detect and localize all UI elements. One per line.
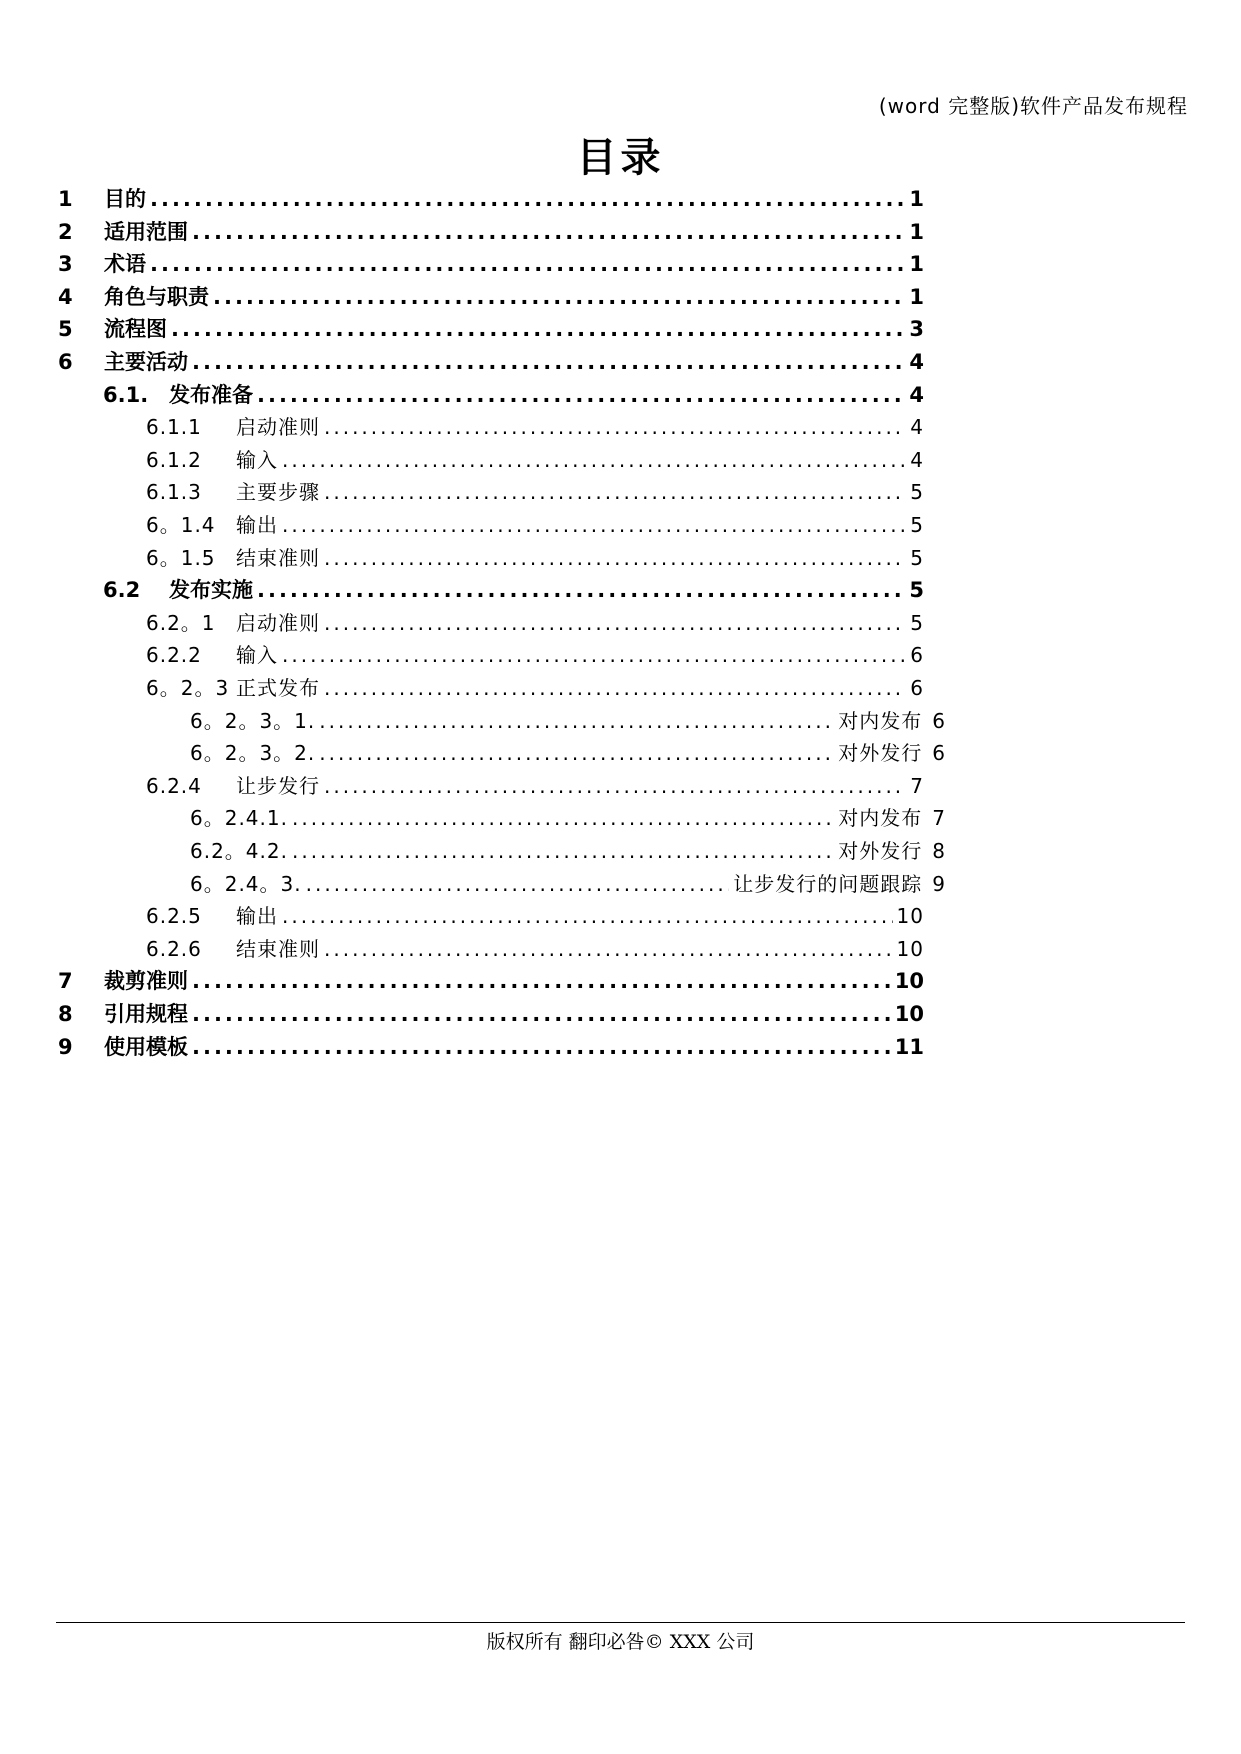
toc-entry-title: 结束准则 <box>236 936 320 961</box>
toc-leader-dots <box>171 313 905 345</box>
toc-entry-number: 1 <box>58 187 73 211</box>
toc-leader-dots <box>324 672 906 704</box>
toc-entry[interactable] <box>58 281 924 313</box>
toc-entry-page: 4 <box>909 350 924 374</box>
toc-leader-dots <box>192 346 905 378</box>
toc-entry-page: 5 <box>910 545 924 570</box>
toc-entry-title: 对外发行 <box>838 839 923 863</box>
toc-entry-number: 8 <box>58 1002 73 1026</box>
toc-entry[interactable] <box>146 476 924 508</box>
toc-entry-number: 6 <box>58 350 73 374</box>
toc-entry[interactable] <box>58 183 924 215</box>
toc-entry-number: 6.2。4.2. <box>190 839 288 863</box>
toc-entry-title: 发布实施 <box>169 578 253 603</box>
toc-entry-number: 4 <box>58 284 73 309</box>
toc-entry-page: 6 <box>932 708 946 733</box>
toc-entry-page: 6 <box>932 741 946 766</box>
toc-entry-page: 7 <box>932 806 946 831</box>
toc-entry-number: 6。2。3 <box>146 676 230 700</box>
toc-entry[interactable] <box>58 248 924 280</box>
toc-entry-number: 9 <box>58 1034 73 1059</box>
toc-entry-number: 6.2.6 <box>146 936 202 961</box>
toc-entry-title: 术语 <box>104 252 146 277</box>
toc-entry[interactable] <box>58 313 924 345</box>
toc-entry-title: 输出 <box>236 513 278 537</box>
toc-entry-page: 3 <box>909 317 924 342</box>
toc-entry-number: 6。1.5 <box>146 545 216 570</box>
toc-entry-number: 6.1. <box>103 382 149 407</box>
toc-entry-page: 4 <box>910 447 924 472</box>
toc-entry-page: 1 <box>909 284 924 309</box>
toc-entry[interactable] <box>146 770 924 802</box>
toc-entry-title: 引用规程 <box>104 1002 188 1026</box>
toc-entry-page: 9 <box>932 871 946 896</box>
toc-entry[interactable] <box>146 933 924 965</box>
toc-entry-number: 6。2。3。1. <box>190 708 316 733</box>
toc-title: 目录 <box>576 135 665 181</box>
toc-entry[interactable] <box>146 672 924 704</box>
toc-entry-page: 11 <box>894 1034 924 1059</box>
toc-entry-page: 10 <box>896 936 924 961</box>
toc-entry[interactable] <box>146 411 924 443</box>
toc-entry-title: 输出 <box>236 904 278 929</box>
toc-entry-title: 让步发行的问题跟踪 <box>733 871 923 896</box>
toc-entry-number: 6.2 <box>103 578 141 603</box>
toc-entry-page: 5 <box>910 513 924 537</box>
toc-entry-page: 4 <box>910 415 924 440</box>
toc-entry[interactable] <box>146 509 924 541</box>
toc-leader-dots <box>324 607 906 639</box>
toc-leader-dots <box>213 281 905 313</box>
toc-entry-page: 10 <box>894 1002 924 1026</box>
toc-entry-title: 适用范围 <box>104 219 188 244</box>
toc-leader-dots <box>292 802 834 834</box>
toc-entry-title: 启动准则 <box>236 415 320 440</box>
toc-leader-dots <box>324 770 906 802</box>
toc-entry-number: 6.1.1 <box>146 415 202 440</box>
toc-leader-dots <box>306 868 730 900</box>
toc-leader-dots <box>324 411 906 443</box>
toc-entry-title: 发布准备 <box>169 382 253 407</box>
toc-leader-dots <box>282 444 906 476</box>
toc-entry-title: 输入 <box>236 643 278 668</box>
toc-entry-title: 对内发布 <box>838 806 923 831</box>
toc-entry-title: 角色与职责 <box>104 284 209 309</box>
toc-leader-dots <box>257 574 905 606</box>
toc-leader-dots <box>324 933 893 965</box>
toc-entry-page: 7 <box>910 773 924 798</box>
toc-leader-dots <box>282 639 906 671</box>
toc-entry-title: 结束准则 <box>236 545 320 570</box>
toc-leader-dots <box>324 476 906 508</box>
toc-entry-title: 输入 <box>236 447 278 472</box>
toc-entry-page: 10 <box>894 969 924 994</box>
toc-entry-title: 主要活动 <box>104 350 188 374</box>
toc-entry[interactable] <box>146 542 924 574</box>
toc-leader-dots <box>282 900 893 932</box>
toc-entry-number: 5 <box>58 317 73 342</box>
toc-entry-page: 5 <box>910 610 924 635</box>
running-header: (word 完整版)软件产品发布规程 <box>878 94 1188 118</box>
toc-entry-page: 4 <box>909 382 924 407</box>
toc-entry-page: 6 <box>910 676 924 700</box>
toc-entry-title: 对内发布 <box>838 708 923 733</box>
toc-entry-page: 6 <box>910 643 924 668</box>
toc-entry[interactable] <box>190 705 946 737</box>
toc-leader-dots <box>324 542 906 574</box>
toc-entry-page: 10 <box>896 904 924 929</box>
toc-entry[interactable] <box>58 216 924 248</box>
toc-entry-number: 6.1.2 <box>146 447 202 472</box>
toc-entry[interactable] <box>190 835 946 867</box>
toc-entry-title: 流程图 <box>104 317 167 342</box>
toc-entry-title: 裁剪准则 <box>104 969 188 994</box>
toc-entry-page: 1 <box>909 252 924 277</box>
toc-entry[interactable] <box>146 639 924 671</box>
toc-entry[interactable] <box>58 965 924 997</box>
toc-entry-page: 8 <box>932 839 946 863</box>
toc-entry-page: 5 <box>910 480 924 505</box>
toc-entry-number: 6。1.4 <box>146 513 216 537</box>
toc-leader-dots <box>192 965 891 997</box>
toc-entry-page: 1 <box>909 219 924 244</box>
toc-leader-dots <box>150 248 905 280</box>
toc-entry-page: 1 <box>909 187 924 211</box>
toc-entry[interactable] <box>146 607 924 639</box>
toc-entry-title: 对外发行 <box>838 741 923 766</box>
toc-entry[interactable] <box>190 802 946 834</box>
toc-entry-title: 主要步骤 <box>236 480 320 505</box>
toc-entry[interactable] <box>190 737 946 769</box>
toc-entry-number: 7 <box>58 969 73 994</box>
toc-entry-title: 让步发行 <box>236 773 320 798</box>
toc-entry[interactable] <box>146 444 924 476</box>
toc-entry-number: 6。2.4.1. <box>190 806 288 831</box>
toc-entry-number: 6。2.4。3. <box>190 871 302 896</box>
toc-entry-page: 5 <box>909 578 924 603</box>
toc-entry-number: 6.1.3 <box>146 480 202 505</box>
toc-leader-dots <box>192 216 905 248</box>
toc-entry-number: 6.2。1 <box>146 610 216 635</box>
toc-entry[interactable] <box>103 574 924 606</box>
toc-entry[interactable] <box>58 998 924 1030</box>
toc-leader-dots <box>257 379 905 411</box>
toc-entry-number: 6.2.4 <box>146 773 202 798</box>
toc-leader-dots <box>282 509 906 541</box>
footer-divider <box>56 1622 1185 1623</box>
toc-entry-title: 正式发布 <box>236 676 320 700</box>
toc-entry[interactable] <box>58 346 924 378</box>
toc-entry-title: 使用模板 <box>104 1034 188 1059</box>
toc-entry[interactable] <box>58 1031 924 1063</box>
toc-entry-number: 6。2。3。2. <box>190 741 316 766</box>
toc-leader-dots <box>192 1031 891 1063</box>
toc-entry-number: 3 <box>58 252 73 277</box>
footer-copyright: 版权所有 翻印必咎© XXX 公司 <box>486 1631 755 1653</box>
toc-entry[interactable] <box>190 868 946 900</box>
toc-leader-dots <box>319 705 834 737</box>
toc-entry-title: 目的 <box>104 187 146 211</box>
toc-entry-number: 6.2.5 <box>146 904 202 929</box>
toc-leader-dots <box>150 183 905 215</box>
toc-entry-number: 6.2.2 <box>146 643 202 668</box>
toc-entry[interactable] <box>146 900 924 932</box>
toc-entry[interactable] <box>103 379 924 411</box>
toc-entry-number: 2 <box>58 219 73 244</box>
toc-leader-dots <box>192 998 891 1030</box>
toc-leader-dots <box>292 835 834 867</box>
toc-entry-title: 启动准则 <box>236 610 320 635</box>
toc-leader-dots <box>319 737 834 769</box>
